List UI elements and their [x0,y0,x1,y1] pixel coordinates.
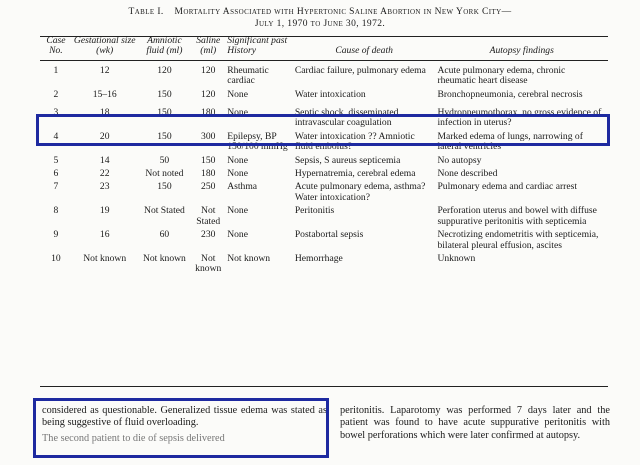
cell-autopsy: Unknown [437,252,476,264]
cell-case: 10 [51,252,61,264]
table-row [40,227,608,251]
table-body [40,60,608,274]
cell-cause: Sepsis, S aureus septicemia [294,154,401,166]
cell-amniotic: 60 [159,229,170,241]
header-autopsy: Autopsy findings [435,36,608,60]
table-label: Table I. [128,7,164,17]
cell-cause: Hemorrhage [294,252,343,264]
cell-autopsy: Acute pulmonary edema, chronic rheumatic heart disease [437,64,566,87]
header-saline: Saline (ml) [191,36,225,60]
cell-autopsy: No autopsy [437,154,482,166]
table-bottom-rule [40,386,608,387]
cell-cause: Cardiac failure, pulmonary edema [294,64,426,76]
cell-saline: 150 [201,154,216,166]
cell-case: 9 [53,229,59,241]
cell-case: 2 [53,88,59,100]
cell-gestational: 22 [99,168,110,180]
cell-autopsy: Necrotizing endometritis with septicemia, bilateral pleural effusion, ascites [437,229,599,251]
cell-amniotic: Not noted [145,168,184,180]
body-text-left-main: considered as questionable. Generalized tissue edema was stated as being suggestive of fluid overloading. [42,405,327,429]
table-row [40,166,608,179]
table-row [40,153,608,166]
cell-cause: Postabortal sepsis [294,229,364,241]
cell-history: None [227,168,248,180]
cell-saline: 120 [201,64,216,76]
cell-case: 7 [53,181,59,193]
caption-line-1 [0,6,640,18]
cell-autopsy: Marked edema of lungs, narrowing of lateral ventricles [437,130,583,153]
cell-amniotic: 50 [159,154,170,166]
header-gestational: Gestational size (wk) [72,36,138,60]
table-row [40,60,608,86]
header-case: Case No. [40,36,72,60]
cell-saline: 250 [201,181,216,193]
cell-history: None [227,107,248,119]
cell-history: None [227,229,248,241]
cell-cause: Hypernatremia, cerebral edema [294,168,416,180]
cell-gestational: 15–16 [92,88,117,100]
cell-cause: Water intoxication [294,88,366,100]
cell-history: Rheumatic cardiac [227,64,269,87]
cell-saline: 120 [201,88,216,100]
cell-history: None [227,88,248,100]
cell-autopsy: Bronchopneumonia, cerebral necrosis [437,88,583,100]
cell-cause: Peritonitis [294,205,335,217]
cell-saline: 180 [201,168,216,180]
cell-gestational: 14 [99,154,110,166]
table-row [40,251,608,275]
cell-gestational: 12 [99,64,110,76]
table-row [40,129,608,153]
header-history: Significant past History [225,36,293,60]
cell-saline: Not Stated [196,205,221,227]
cell-case: 3 [53,107,59,119]
cell-history: Epilepsy, BP 150/100 mmHg [227,130,288,153]
cell-amniotic: 150 [157,181,172,193]
cell-gestational: 16 [99,229,110,241]
cell-history: None [227,205,248,217]
cell-autopsy: Hydropneumothorax, no gross evidence of infection in uterus? [437,107,602,129]
mortality-table [40,36,608,275]
cell-amniotic: Not Stated [144,205,185,217]
cell-cause: Water intoxication ?? Amniotic fluid embolus? [294,130,415,153]
table-row [40,87,608,100]
cell-amniotic: 120 [157,64,172,76]
table-row [40,203,608,227]
header-amniotic: Amniotic fluid (ml) [138,36,192,60]
body-text-left-cut: The second patient to die of sepsis delivered [42,432,225,444]
cell-history: Not known [227,252,271,264]
cell-cause: Acute pulmonary edema, asthma? Water intoxication? [294,181,426,203]
header-row [40,36,608,60]
cell-gestational: 18 [99,107,110,119]
cell-saline: Not known [195,252,222,275]
cell-autopsy: None described [437,168,498,180]
cell-case: 4 [53,130,59,142]
cell-saline: 180 [201,107,216,119]
cell-autopsy: Perforation uterus and bowel with diffuse suppurative peritonitis with septicemia [437,205,597,227]
cell-case: 8 [53,205,59,217]
cell-cause: Septic shock, disseminated intravascular coagulation [294,107,399,129]
cell-amniotic: 150 [157,107,172,119]
cell-case: 6 [53,168,59,180]
body-text-right: peritonitis. Laparotomy was performed 7 days later and the patient was found to have acute suppurative peritonitis with bowel perforations which were later confirmed at autopsy. [340,405,610,441]
table-caption [0,6,640,30]
cell-history: None [227,154,248,166]
cell-saline: 300 [201,130,216,142]
cell-case: 5 [53,154,59,166]
table-title: Mortality Associated with Hypertonic Saline Abortion in New York City— [174,7,512,17]
cell-gestational: 23 [99,181,110,193]
table-subtitle: July 1, 1970 to June 30, 1972. [254,19,386,29]
cell-gestational: 19 [99,205,110,217]
cell-amniotic: Not known [142,252,186,264]
body-text-left [42,405,327,445]
cell-gestational: Not known [83,252,127,264]
cell-autopsy: Pulmonary edema and cardiac arrest [437,181,578,193]
table-row [40,179,608,203]
cell-amniotic: 150 [157,130,172,142]
table-row [40,100,608,129]
cell-saline: 230 [201,229,216,241]
cell-case: 1 [53,64,59,76]
cell-history: Asthma [227,181,258,193]
header-cause: Cause of death [293,36,436,60]
cell-gestational: 20 [99,130,110,142]
cell-amniotic: 150 [157,88,172,100]
